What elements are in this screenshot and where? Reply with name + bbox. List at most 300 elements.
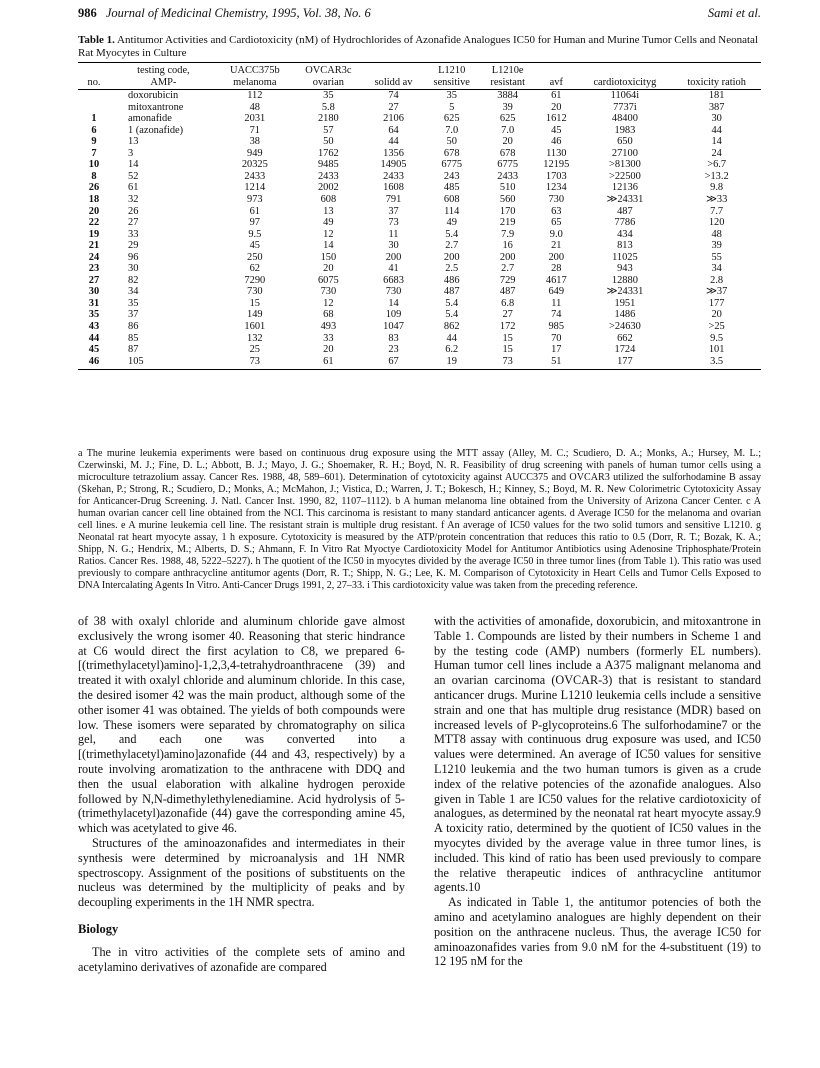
value-cell: 12 xyxy=(323,228,334,240)
compound-number: 7 xyxy=(91,147,97,159)
value-cell: 1214 xyxy=(244,182,266,194)
value-cell: 4617 xyxy=(545,274,567,286)
results-table xyxy=(78,62,761,370)
value-cell: 14 xyxy=(388,297,399,309)
value-cell: 493 xyxy=(320,321,337,333)
value-cell: 38 xyxy=(249,136,260,148)
compound-number: 44 xyxy=(88,332,100,344)
value-cell: 71 xyxy=(249,124,260,136)
value-cell: 48400 xyxy=(611,113,638,125)
value-cell: 2.7 xyxy=(501,263,515,275)
value-cell: 17 xyxy=(551,344,562,356)
table-row xyxy=(78,344,761,356)
value-cell: 730 xyxy=(548,194,565,206)
value-cell: 21 xyxy=(551,240,562,252)
value-cell: 12 xyxy=(323,297,334,309)
column-header: cardiotoxicityg xyxy=(578,77,673,90)
value-cell: 44 xyxy=(446,332,457,344)
value-cell: 1724 xyxy=(614,344,636,356)
compound-number: 43 xyxy=(88,321,100,333)
section-heading: Biology xyxy=(78,921,119,936)
table-body xyxy=(78,90,761,370)
value-cell: 30 xyxy=(711,113,722,125)
value-cell: 50 xyxy=(446,136,457,148)
value-cell: 985 xyxy=(548,321,565,333)
value-cell: 1601 xyxy=(244,321,266,333)
value-cell: 16 xyxy=(502,240,513,252)
value-cell: 729 xyxy=(499,274,516,286)
value-cell: 34 xyxy=(711,263,722,275)
value-cell: 23 xyxy=(388,344,399,356)
value-cell: >22500 xyxy=(608,170,641,182)
value-cell: 2433 xyxy=(317,170,339,182)
value-cell: 662 xyxy=(617,332,633,344)
value-cell: >6.7 xyxy=(707,159,727,171)
testing-code-cell: 1 (azonafide) xyxy=(128,124,184,136)
table-row xyxy=(78,229,761,241)
value-cell: 608 xyxy=(443,194,460,206)
value-cell: 101 xyxy=(708,344,725,356)
value-cell: 730 xyxy=(247,286,263,298)
table-caption xyxy=(78,34,761,60)
value-cell: 949 xyxy=(247,147,263,159)
value-cell: ≫24331 xyxy=(606,194,644,206)
column-header xyxy=(672,63,761,77)
value-cell: 678 xyxy=(443,147,460,159)
compound-number: 46 xyxy=(78,356,110,370)
value-cell: 13 xyxy=(323,205,334,217)
testing-code-cell: 30 xyxy=(128,263,139,275)
value-cell: 2433 xyxy=(383,170,404,182)
testing-code-cell: 52 xyxy=(128,170,139,182)
value-cell: 1612 xyxy=(545,113,567,125)
value-cell: 97 xyxy=(249,217,260,229)
left-text-column xyxy=(78,614,405,974)
compound-number: 1 xyxy=(91,113,97,125)
value-cell: 67 xyxy=(364,356,423,370)
value-cell: 219 xyxy=(499,217,516,229)
value-cell: 20 xyxy=(323,344,334,356)
value-cell: 7737i xyxy=(613,101,637,113)
value-cell: 20 xyxy=(551,101,562,113)
value-cell: 649 xyxy=(548,286,565,298)
compound-number: 8 xyxy=(91,170,97,182)
value-cell: 1951 xyxy=(614,297,636,309)
value-cell: 73 xyxy=(217,356,293,370)
testing-code-cell: 61 xyxy=(128,182,139,194)
value-cell: 50 xyxy=(323,136,334,148)
value-cell: 200 xyxy=(499,251,516,263)
value-cell: 560 xyxy=(499,194,516,206)
value-cell: 3.5 xyxy=(672,356,761,370)
value-cell: 1356 xyxy=(383,147,404,159)
value-cell: 41 xyxy=(388,263,399,275)
testing-code-cell: 29 xyxy=(128,240,139,252)
column-header: UACC375b xyxy=(217,63,293,77)
table-row xyxy=(78,321,761,333)
value-cell: 6775 xyxy=(497,159,519,171)
value-cell: 132 xyxy=(247,332,263,344)
running-authors: Sami et al. xyxy=(707,6,761,20)
value-cell: 70 xyxy=(551,332,562,344)
value-cell: 730 xyxy=(385,286,402,298)
value-cell: 24 xyxy=(711,147,722,159)
value-cell: 2180 xyxy=(317,113,339,125)
column-header: toxicity ratioh xyxy=(672,77,761,90)
value-cell: 61 xyxy=(551,90,562,102)
column-header: melanoma xyxy=(217,77,293,90)
column-header: solidd av xyxy=(364,77,423,90)
value-cell: 20 xyxy=(323,263,334,275)
value-cell: 510 xyxy=(499,182,516,194)
value-cell: 2106 xyxy=(383,113,404,125)
value-cell: 15 xyxy=(502,344,513,356)
value-cell: >13.2 xyxy=(704,170,729,182)
table-row xyxy=(78,113,761,125)
value-cell: 35 xyxy=(323,90,334,102)
compound-number: 26 xyxy=(88,182,100,194)
testing-code-cell: mitoxantrone xyxy=(128,101,184,113)
value-cell: >81300 xyxy=(608,159,641,171)
table-footnotes: a The murine leukemia experiments were based on continuous drug exposure using the MTT assay (Alley, M. C.; Scudiero, D. A.; Monks, A.; Hursey, M. L.; Czerwinski, M. J.; Fine, D. L.; Abbott, B. J.; Mayo, J. G.; Shoemaker, R. H.; Boyd, N. R. Feasibility of drug screening with panels of human tumor cells using a microculture tetrazolium assay. Cancer Res. 1988, 48, 589–601). Determination of cytotoxicity against AUCC375 and OVCAR3 utilized the sulforhodamine B assay (Skehan, P.; Strong, R.; Scudiero, D.; Monks, A.; McMahon, J.; Vistica, D.; Warren, J. T.; Bokesch, H.; Kinney, S.; Boyd, M. R. New Colorimetric Cytotoxicity Assay for Anticancer-Drug Screening. J. Natl. Cancer Inst. 1990, 82, 1107–1112). b A human melanoma line obtained from the University of Arizona Cancer Center. c A human ovarian cancer cell line obtained from the NCI. This carcinoma is resistant to many standard anticancer agents. d Average IC50 for the melanoma and ovarian cell lines. e A murine leukemia cell line. The resistant strain is multiple drug resistant. f An average of IC50 values for the two solid tumors and sensitive L1210. g Neonatal rat heart myocyte assay, 1 h exposure. Cytotoxicity is measured by the ATP/protein concentration that reduces this ratio to 0.5 (Dorr, R. T.; Bozak, K. A.; Shipp, N. G.; Hendrix, M.; Alberts, D. S.; Ahmann, F. In Vitro Rat Myoctye Cardiotoxicity Model for Antitumor Antibiotics using Adenosine Triphosphate/Protein Ratios. Cancer Res. 1988, 48, 5222–5227). h The quotient of the IC50 in myocytes divided by the average IC50 in three tumor lines (from Table 1). This ratio was used previously to compare anthracycline antitumor agents (Dorr, R. T.; Shipp, N. G.; Lee, K. M. Comparison of Cytotoxicity in Heart Cells and Tumor Cells Exposed to DNA Intercalating Agents In Vitro. Anti-Cancer Drugs 1991, 2, 27–33. i This cardiotoxicity value was taken from the preceding reference. xyxy=(78,448,761,591)
column-header: sensitive xyxy=(423,77,480,90)
value-cell: 3884 xyxy=(497,90,519,102)
column-header: OVCAR3c xyxy=(293,63,364,77)
value-cell: 73 xyxy=(480,356,535,370)
table-row xyxy=(78,159,761,171)
value-cell: 12136 xyxy=(611,182,638,194)
value-cell: 5.4 xyxy=(445,228,459,240)
column-header: resistant xyxy=(480,77,535,90)
value-cell: 943 xyxy=(617,263,633,275)
value-cell: 625 xyxy=(443,113,460,125)
value-cell: 1047 xyxy=(383,321,404,333)
value-cell: 5 xyxy=(449,101,455,113)
table-caption-text: Antitumor Activities and Cardiotoxicity (nM) of Hydrochlorides of Azonafide Analogues IC50 for Human and Murine Tumor Cells and Neonatal Rat Myocytes in Culture xyxy=(78,34,758,59)
value-cell: 625 xyxy=(499,113,516,125)
testing-code-cell: 85 xyxy=(128,332,139,344)
value-cell: 7786 xyxy=(614,217,636,229)
compound-number: 9 xyxy=(91,136,97,148)
table-row xyxy=(78,298,761,310)
value-cell: 64 xyxy=(388,124,399,136)
value-cell: 35 xyxy=(446,90,457,102)
value-cell: 2.7 xyxy=(445,240,459,252)
testing-code-cell: 96 xyxy=(128,251,139,263)
value-cell: 27100 xyxy=(611,147,638,159)
testing-code-cell: amonafide xyxy=(128,113,172,125)
compound-number: 6 xyxy=(91,124,97,136)
value-cell: 48 xyxy=(249,101,260,113)
testing-code-cell: doxorubicin xyxy=(128,90,179,102)
value-cell: 2002 xyxy=(317,182,339,194)
value-cell: 2433 xyxy=(497,170,519,182)
value-cell: 73 xyxy=(388,217,399,229)
compound-number: 20 xyxy=(88,205,100,217)
paragraph: Structures of the aminoazonafides and intermediates in their synthesis were determined by microanalysis and 1H NMR spectroscopy. Assignment of the positions of substituents on the nucleus was determined by the multiplicity of peaks and by decoupling experiments in the 1H NMR spectra. xyxy=(78,835,405,910)
value-cell: 114 xyxy=(444,205,460,217)
value-cell: 650 xyxy=(617,136,633,148)
value-cell: 250 xyxy=(247,251,263,263)
value-cell: 973 xyxy=(247,194,263,206)
paragraph: As indicated in Table 1, the antitumor potencies of both the amino and acetylamino analogues are highly dependent on their position on the anthracene nucleus. Thus, the average IC50 for aminoazonafides varies from 9.0 nM for the 4-substituent (19) to 12 195 nM for the xyxy=(434,895,761,969)
value-cell: 200 xyxy=(443,251,460,263)
compound-number: 22 xyxy=(88,217,100,229)
value-cell: 11025 xyxy=(612,251,638,263)
value-cell: 44 xyxy=(711,124,722,136)
table-row xyxy=(78,240,761,252)
value-cell: 678 xyxy=(499,147,516,159)
column-header: AMP- xyxy=(110,77,217,90)
value-cell: 9485 xyxy=(317,159,339,171)
value-cell: 181 xyxy=(708,90,725,102)
value-cell: 11064i xyxy=(610,90,640,102)
page-number: 986 xyxy=(78,6,97,20)
value-cell: 39 xyxy=(502,101,513,113)
value-cell: >25 xyxy=(708,321,725,333)
table-row xyxy=(78,148,761,160)
value-cell: 120 xyxy=(708,217,725,229)
value-cell: 730 xyxy=(320,286,337,298)
value-cell: 487 xyxy=(443,286,460,298)
value-cell: 200 xyxy=(385,251,402,263)
table-row xyxy=(78,125,761,137)
value-cell: 485 xyxy=(443,182,460,194)
value-cell: 20 xyxy=(711,309,722,321)
value-cell: 5.4 xyxy=(445,309,459,321)
testing-code-cell: 105 xyxy=(110,356,217,370)
table-row xyxy=(78,182,761,194)
value-cell: 61 xyxy=(293,356,364,370)
compound-number: 24 xyxy=(88,251,100,263)
value-cell: 65 xyxy=(551,217,562,229)
column-header xyxy=(535,63,577,77)
testing-code-cell: 82 xyxy=(128,274,139,286)
paragraph: with the activities of amonafide, doxorubicin, and mitoxantrone in Table 1. Compounds are listed by their numbers in Scheme 1 and by the testing code (AMP) numbers (formerly EL numbers). Human tumor cell lines include a A375 malignant melanoma and an ovarian carcinoma (OVCAR-3) that is resistant to standard anticancer drugs. Murine L1210 leukemia cells include a sensitive strain and one that has multiple drug resistance (MDR) based on increased levels of P-glycoproteins.6 The sulforhodamine7 or the MTT8 assay with continuous drug exposure was used, and IC50 values were determined. An average of IC50 values for sensitive L1210 leukemia and the two human tumors is given as a crude index of the relative potencies of the azonafide analogues. Also given in Table 1 are IC50 values for the relative cardiotoxicity of analogues, as determined by the neonatal rat heart myocyte assay.9 A toxicity ratio, determined by the quotient of IC50 values in the myocytes divided by the average value in three tumor lines, is included. This kind of ratio has been used previously to compare the relative therapeutic indices of anthracycline antitumor agents.10 xyxy=(434,614,761,895)
value-cell: 2.8 xyxy=(710,274,724,286)
value-cell: 15 xyxy=(502,332,513,344)
value-cell: 1486 xyxy=(614,309,636,321)
value-cell: 109 xyxy=(385,309,402,321)
value-cell: 33 xyxy=(323,332,334,344)
value-cell: 1703 xyxy=(545,170,567,182)
value-cell: 62 xyxy=(249,263,260,275)
testing-code-cell: 86 xyxy=(128,321,139,333)
compound-number: 19 xyxy=(88,228,100,240)
value-cell: 5.8 xyxy=(321,101,335,113)
journal-citation: Journal of Medicinal Chemistry, 1995, Vol. 38, No. 6 xyxy=(105,6,371,20)
value-cell: 149 xyxy=(247,309,263,321)
column-header xyxy=(578,63,673,77)
value-cell: 7.0 xyxy=(501,124,515,136)
testing-code-cell: 87 xyxy=(128,344,139,356)
paragraph: of 38 with oxalyl chloride and aluminum chloride gave almost exclusively the wrong isomer 40. Reasoning that steric hindrance at C6 would direct the first acylation to C8, we prepared 6-[(trimethylacetyl)amino]-1,2,3,4-tetrahydroanthracene (39) and treated it with oxalyl chloride and aluminum chloride. In this case, the desired isomer 42 was the main product, although some of the other isomer 41 was obtained. The yields of both compounds were low. These isomers were separated by chromatography on silica gel, and each one was converted into a [(trimethylacetyl)amino]azonafide (44 and 43, respectively) by a route involving aromatization to the anthracene with DDQ and then the usual elaboration with alkaline hydrogen peroxide followed by N,N-dimethylethylenediamine. Acid hydrolysis of 5-(trimethylacetyl)azonafide (44) gave the corresponding amine 45, which was acetylated to give 46. xyxy=(78,614,405,836)
table-header-row-top xyxy=(78,63,761,77)
testing-code-cell: 37 xyxy=(128,309,139,321)
value-cell: 791 xyxy=(385,194,402,206)
table-row xyxy=(78,333,761,345)
value-cell: 486 xyxy=(443,274,460,286)
value-cell: ≫24331 xyxy=(606,286,644,298)
value-cell: 177 xyxy=(708,297,725,309)
value-cell: 9.5 xyxy=(248,228,262,240)
compound-number: 31 xyxy=(88,297,100,309)
value-cell: 19 xyxy=(423,356,480,370)
compound-number: 23 xyxy=(88,263,100,275)
value-cell: 14 xyxy=(323,240,334,252)
value-cell: 150 xyxy=(320,251,337,263)
compound-number: 30 xyxy=(88,286,100,298)
value-cell: 2.5 xyxy=(445,263,459,275)
compound-number: 35 xyxy=(88,309,100,321)
value-cell: 1234 xyxy=(545,182,567,194)
value-cell: 45 xyxy=(249,240,260,252)
value-cell: 48 xyxy=(711,228,722,240)
value-cell: 6075 xyxy=(317,274,339,286)
value-cell: 177 xyxy=(578,356,673,370)
table-row xyxy=(78,102,761,114)
value-cell: 27 xyxy=(388,101,399,113)
value-cell: 74 xyxy=(388,90,399,102)
value-cell: 112 xyxy=(247,90,263,102)
table-header-row-bottom xyxy=(78,77,761,90)
value-cell: 63 xyxy=(551,205,562,217)
testing-code-cell: 13 xyxy=(128,136,139,148)
compound-number: 21 xyxy=(88,240,100,252)
value-cell: 243 xyxy=(443,170,460,182)
column-header: testing code, xyxy=(110,63,217,77)
value-cell: 61 xyxy=(249,205,260,217)
value-cell: 11 xyxy=(551,297,562,309)
testing-code-cell: 35 xyxy=(128,297,139,309)
paragraph: The in vitro activities of the complete sets of amino and acetylamino derivatives of azonafide are compared xyxy=(78,944,405,974)
table-row xyxy=(78,217,761,229)
value-cell: 487 xyxy=(499,286,516,298)
value-cell: 74 xyxy=(551,309,562,321)
value-cell: 6.8 xyxy=(501,297,515,309)
table-row xyxy=(78,286,761,298)
value-cell: 387 xyxy=(708,101,725,113)
value-cell: 1983 xyxy=(614,124,636,136)
value-cell: 20325 xyxy=(241,159,268,171)
value-cell: 2031 xyxy=(244,113,266,125)
value-cell: ≫37 xyxy=(706,286,728,298)
value-cell: 862 xyxy=(443,321,460,333)
value-cell: 14 xyxy=(711,136,722,148)
column-header: avf xyxy=(535,77,577,90)
value-cell: 9.0 xyxy=(549,228,563,240)
value-cell: 46 xyxy=(551,136,562,148)
compound-number: 45 xyxy=(88,344,100,356)
value-cell: 5.4 xyxy=(445,297,459,309)
value-cell: ≫33 xyxy=(706,194,728,206)
value-cell: 434 xyxy=(617,228,633,240)
value-cell: 20 xyxy=(502,136,513,148)
table-row xyxy=(78,136,761,148)
value-cell: 6775 xyxy=(441,159,463,171)
value-cell: 27 xyxy=(502,309,513,321)
value-cell: 12195 xyxy=(543,159,570,171)
column-header: no. xyxy=(78,77,110,90)
value-cell: 487 xyxy=(617,205,633,217)
value-cell: 25 xyxy=(249,344,260,356)
table-row xyxy=(78,263,761,275)
testing-code-cell: 26 xyxy=(128,205,139,217)
testing-code-cell: 33 xyxy=(128,228,139,240)
value-cell: 813 xyxy=(617,240,633,252)
column-header xyxy=(364,63,423,77)
value-cell: 7.9 xyxy=(501,228,515,240)
table-row xyxy=(78,90,761,102)
value-cell: 83 xyxy=(388,332,399,344)
table-row xyxy=(78,309,761,321)
testing-code-cell: 32 xyxy=(128,194,139,206)
compound-number xyxy=(78,90,110,102)
compound-number xyxy=(78,102,110,114)
value-cell: 9.5 xyxy=(710,332,724,344)
compound-number: 10 xyxy=(88,159,100,171)
running-header xyxy=(78,6,761,24)
column-header: ovarian xyxy=(293,77,364,90)
value-cell: 7.0 xyxy=(445,124,459,136)
value-cell: 49 xyxy=(323,217,334,229)
testing-code-cell: 3 xyxy=(128,147,134,159)
table-row xyxy=(78,356,761,370)
value-cell: 44 xyxy=(388,136,399,148)
value-cell: 172 xyxy=(499,321,516,333)
value-cell: 1130 xyxy=(546,147,567,159)
right-text-column xyxy=(434,614,761,969)
value-cell: 9.8 xyxy=(710,182,724,194)
value-cell: 14905 xyxy=(380,159,407,171)
value-cell: 1762 xyxy=(317,147,339,159)
value-cell: 6683 xyxy=(383,274,404,286)
testing-code-cell: 27 xyxy=(128,217,139,229)
table-row xyxy=(78,252,761,264)
value-cell: 7.7 xyxy=(710,205,724,217)
value-cell: 28 xyxy=(551,263,562,275)
value-cell: 57 xyxy=(323,124,334,136)
value-cell: 68 xyxy=(323,309,334,321)
column-header: L1210e xyxy=(480,63,535,77)
table-row xyxy=(78,275,761,287)
value-cell: 7290 xyxy=(244,274,266,286)
value-cell: 11 xyxy=(388,228,399,240)
value-cell: 200 xyxy=(548,251,565,263)
value-cell: 45 xyxy=(551,124,562,136)
compound-number: 18 xyxy=(88,194,100,206)
table-row xyxy=(78,194,761,206)
table-row xyxy=(78,206,761,218)
value-cell: 15 xyxy=(249,297,260,309)
value-cell: 12880 xyxy=(611,274,638,286)
value-cell: >24630 xyxy=(608,321,641,333)
value-cell: 37 xyxy=(388,205,399,217)
value-cell: 51 xyxy=(535,356,577,370)
testing-code-cell: 34 xyxy=(128,286,139,298)
value-cell: 608 xyxy=(320,194,337,206)
column-header: L1210 xyxy=(423,63,480,77)
value-cell: 30 xyxy=(388,240,399,252)
table-label: Table 1. xyxy=(78,34,115,46)
column-header xyxy=(78,63,110,77)
value-cell: 2433 xyxy=(244,170,266,182)
value-cell: 170 xyxy=(499,205,516,217)
value-cell: 1608 xyxy=(383,182,404,194)
testing-code-cell: 14 xyxy=(128,159,139,171)
value-cell: 49 xyxy=(446,217,457,229)
table-row xyxy=(78,171,761,183)
